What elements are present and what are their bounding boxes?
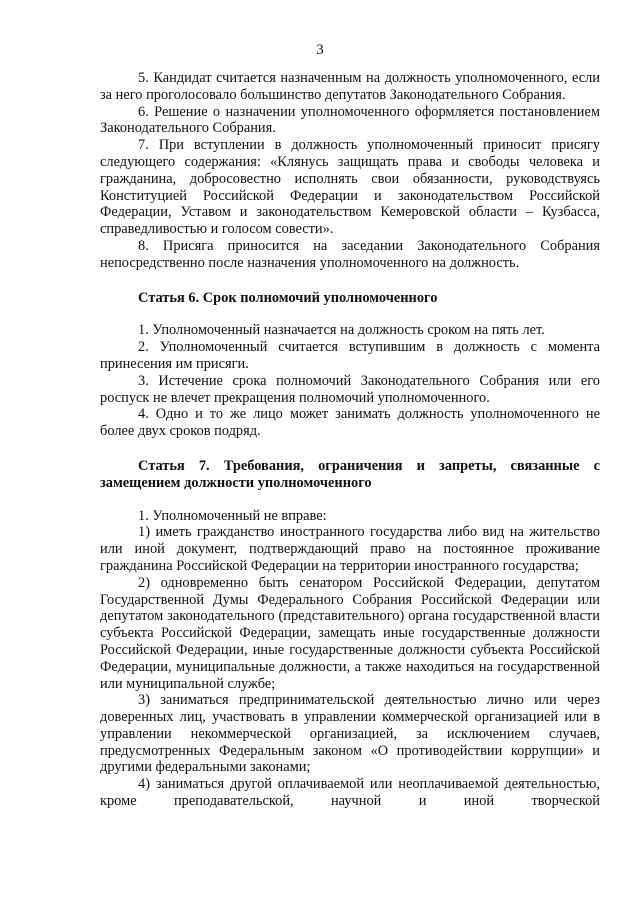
document-body (100, 70, 600, 810)
article-7-item-4: 4) заниматься другой оплачиваемой или неоплачиваемой деятельностью, кроме преподавательской, научной и иной творческой (100, 776, 600, 810)
article-6-paragraph-1: 1. Уполномоченный назначается на должность сроком на пять лет. (138, 322, 545, 339)
paragraph-5: 5. Кандидат считается назначенным на должность уполномоченного, если за него проголосовало большинство депутатов Законодательного Собрания. (100, 70, 600, 103)
article-6-paragraph-3: 3. Истечение срока полномочий Законодательного Собрания или его роспуск не влечет прекращения полномочий уполномоченного. (100, 372, 600, 406)
page-number: 3 (316, 42, 324, 58)
article-7-heading: Статья 7. Требования, ограничения и запреты, связанные с замещением должности уполномоченного (100, 457, 600, 491)
article-6-body (100, 322, 600, 440)
paragraph-7: 7. При вступлении в должность уполномоченный приносит присягу следующего содержания: «Клянусь защищать права и свободы человека и гражданина, добросовестно исполнять свои обязанности, руководствуясь Конституцией Российской Федерации и законодательством Российской Федерации, Уставом и законодательством Кемеровской области – Кузбасса, справедливостью и голосом совести». (100, 137, 600, 238)
paragraph-8: 8. Присяга приносится на заседании Законодательного Собрания непосредственно после назначения уполномоченного на должность. (100, 237, 600, 271)
article-6-paragraph-4: 4. Одно и то же лицо может занимать должность уполномоченного не более двух сроков подряд. (100, 406, 600, 440)
article-7-item-1: 1) иметь гражданство иностранного государства либо вид на жительство или иной документ, подтверждающий право на постоянное проживание гражданина Российской Федерации на территории иностранного государства; (100, 524, 600, 574)
article-6-heading: Статья 6. Срок полномочий уполномоченного (138, 289, 438, 306)
article-7-item-2: 2) одновременно быть сенатором Российской Федерации, депутатом Государственной Думы Федерального Собрания Российской Федерации или депутатом законодательного (представительного) органа государственной власти субъекта Российской Федерации, замещать иные государственные должности Российской Федерации, иные государственные должности субъекта Российской Федерации, муниципальные должности, а также находиться на государственной или муниципальной службе; (100, 574, 600, 692)
article-7-item-3: 3) заниматься предпринимательской деятельностью лично или через доверенных лиц, участвовать в управлении коммерческой организацией или в управлении некоммерческой организацией, за исключением случаев, предусмотренных Федеральным законом «О противодействии коррупции» и другими федеральными законами; (100, 692, 600, 776)
paragraph-6: 6. Решение о назначении уполномоченного оформляется постановлением Законодательного Собрания. (100, 103, 600, 137)
article-6-paragraph-2: 2. Уполномоченный считается вступившим в должность с момента принесения им присяги. (100, 339, 600, 372)
article-7-paragraph-1: 1. Уполномоченный не вправе: (138, 507, 327, 524)
article-7-body (100, 508, 600, 810)
